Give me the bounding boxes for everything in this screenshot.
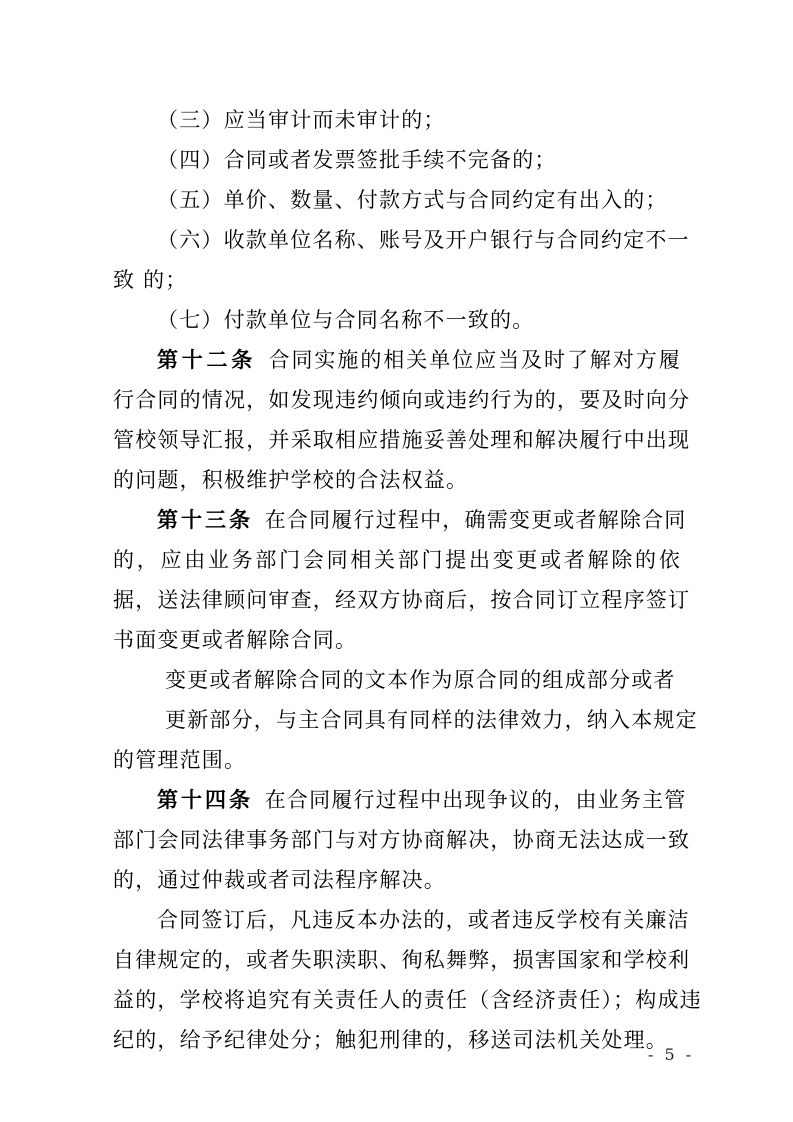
article-14-para-2-line-1: 合同签订后，凡违反本办法的，或者违反学校有关廉洁 bbox=[157, 908, 690, 932]
article-14-para-2-line-2: 自律规定的，或者失职渎职、徇私舞弊，损害国家和学校利 bbox=[113, 948, 691, 972]
list-item-3: （三）应当审计而未审计的； bbox=[157, 108, 446, 132]
list-item-6-line-1: （六）收款单位名称、账号及开户银行与合同约定不一 bbox=[157, 228, 690, 252]
article-14-line-2: 部门会同法律事务部门与对方协商解决，协商无法达成一致 bbox=[113, 828, 691, 852]
article-14-line-3: 的，通过仲裁或者司法程序解决。 bbox=[113, 868, 446, 892]
article-13-line-1 bbox=[157, 505, 687, 535]
article-12-line-1 bbox=[157, 345, 681, 375]
article-13-line-3: 据，送法律顾问审查，经双方协商后，按合同订立程序签订 bbox=[113, 588, 691, 612]
article-14-para-2-line-4: 纪的，给予纪律处分；触犯刑律的，移送司法机关处理。 bbox=[113, 1028, 668, 1052]
article-12-line-4: 的问题，积极维护学校的合法权益。 bbox=[113, 468, 469, 492]
article-12-line-3: 管校领导汇报，并采取相应措施妥善处理和解决履行中出现 bbox=[113, 428, 691, 452]
list-item-7: （七）付款单位与合同名称不一致的。 bbox=[157, 308, 535, 332]
list-item-4: （四）合同或者发票签批手续不完备的； bbox=[157, 148, 557, 172]
article-12-heading: 第十二条 bbox=[157, 348, 257, 372]
article-13-line-4: 书面变更或者解除合同。 bbox=[113, 628, 358, 652]
article-13-para-2-line-2: 更新部分，与主合同具有同样的法律效力，纳入本规定 bbox=[165, 708, 698, 732]
article-13-heading: 第十三条 bbox=[157, 508, 253, 532]
article-13-para-2-line-3: 的管理范围。 bbox=[113, 748, 247, 772]
article-14-heading: 第十四条 bbox=[157, 788, 253, 812]
article-12-line-2: 行合同的情况，如发现违约倾向或违约行为的，要及时向分 bbox=[113, 388, 691, 412]
list-item-5: （五）单价、数量、付款方式与合同约定有出入的； bbox=[157, 188, 668, 212]
article-13-line-2: 的，应由业务部门会同相关部门提出变更或者解除的依 bbox=[113, 548, 681, 572]
article-13-text-1: 在合同履行过程中，确需变更或者解除合同 bbox=[264, 508, 687, 532]
list-item-6-line-2: 致 的； bbox=[113, 268, 188, 292]
article-13-para-2-line-1: 变更或者解除合同的文本作为原合同的组成部分或者 bbox=[165, 668, 676, 692]
article-14-text-1: 在合同履行过程中出现争议的，由业务主管 bbox=[264, 788, 687, 812]
article-14-para-2-line-3: 益的，学校将追究有关责任人的责任（含经济责任）；构成违 bbox=[113, 988, 702, 1012]
article-12-text-1: 合同实施的相关单位应当及时了解对方履 bbox=[267, 348, 682, 372]
page-number: - 5 - bbox=[648, 1045, 695, 1064]
article-14-line-1 bbox=[157, 785, 687, 815]
